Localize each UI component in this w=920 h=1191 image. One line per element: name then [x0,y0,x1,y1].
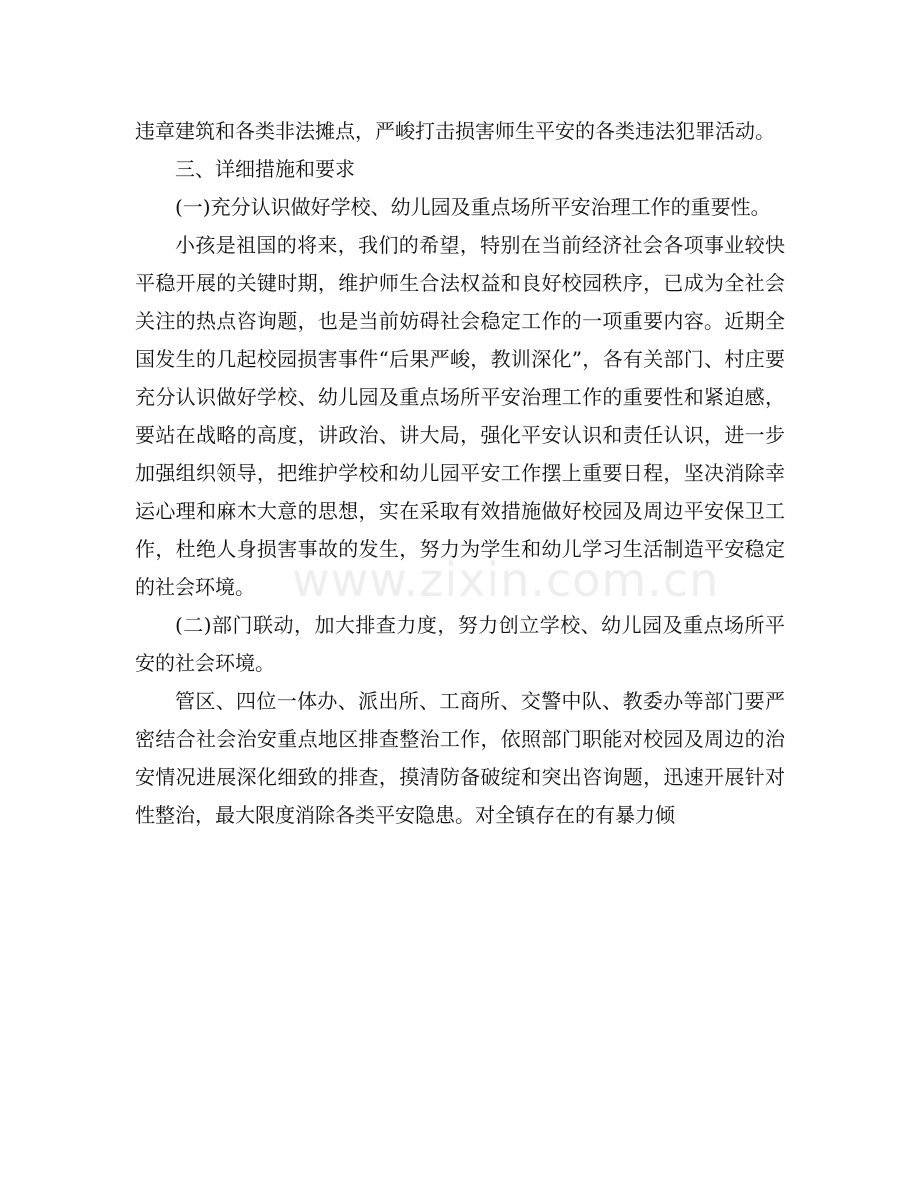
watermark: www.zixin.com.cn [292,553,720,607]
paragraph-continuation: 违章建筑和各类非法摊点，严峻打击损害师生平安的各类违法犯罪活动。 [135,119,775,143]
subsection-heading-2: (二)部门联动，加大排查力度，努力创立学校、幼儿园及重点场所平安的社会环境。 [135,613,785,675]
subsection-heading-1: (一)充分认识做好学校、幼儿园及重点场所平安治理工作的重要性。 [175,195,771,219]
section-heading: 三、详细措施和要求 [175,157,355,181]
paragraph-body-1: 小孩是祖国的将来，我们的希望，特别在当前经济社会各项事业较快平稳开展的关键时期，维护师生合法权益和良好校园秩序，已成为全社会关注的热点咨询题，也是当前妨碍社会稳定工作的一项重要内容。近期全国发生的几起校园损害事件“后果严峻，教训深化”，各有关部门、村庄要充分认识做好学校、幼儿园及重点场所平安治理工作的重要性和紧迫感，要站在战略的高度，讲政治、讲大局，强化平安认识和责任认识，进一步加强组织领导，把维护学校和幼儿园平安工作摆上重要日程，坚决消除幸运心理和麻木大意的思想，实在采取有效措施做好校园及周边平安保卫工作，杜绝人身损害事故的发生，努力为学生和幼儿学习生活制造平安稳定的社会环境。 [135,233,785,599]
paragraph-body-2: 管区、四位一体办、派出所、工商所、交警中队、教委办等部门要严密结合社会治安重点地区排查整治工作，依照部门职能对校园及周边的治安情况进展深化细致的排查，摸清防备破绽和突出咨询题，迅速开展针对性整治，最大限度消除各类平安隐患。对全镇存在的有暴力倾 [135,689,785,827]
document-body [135,112,785,834]
